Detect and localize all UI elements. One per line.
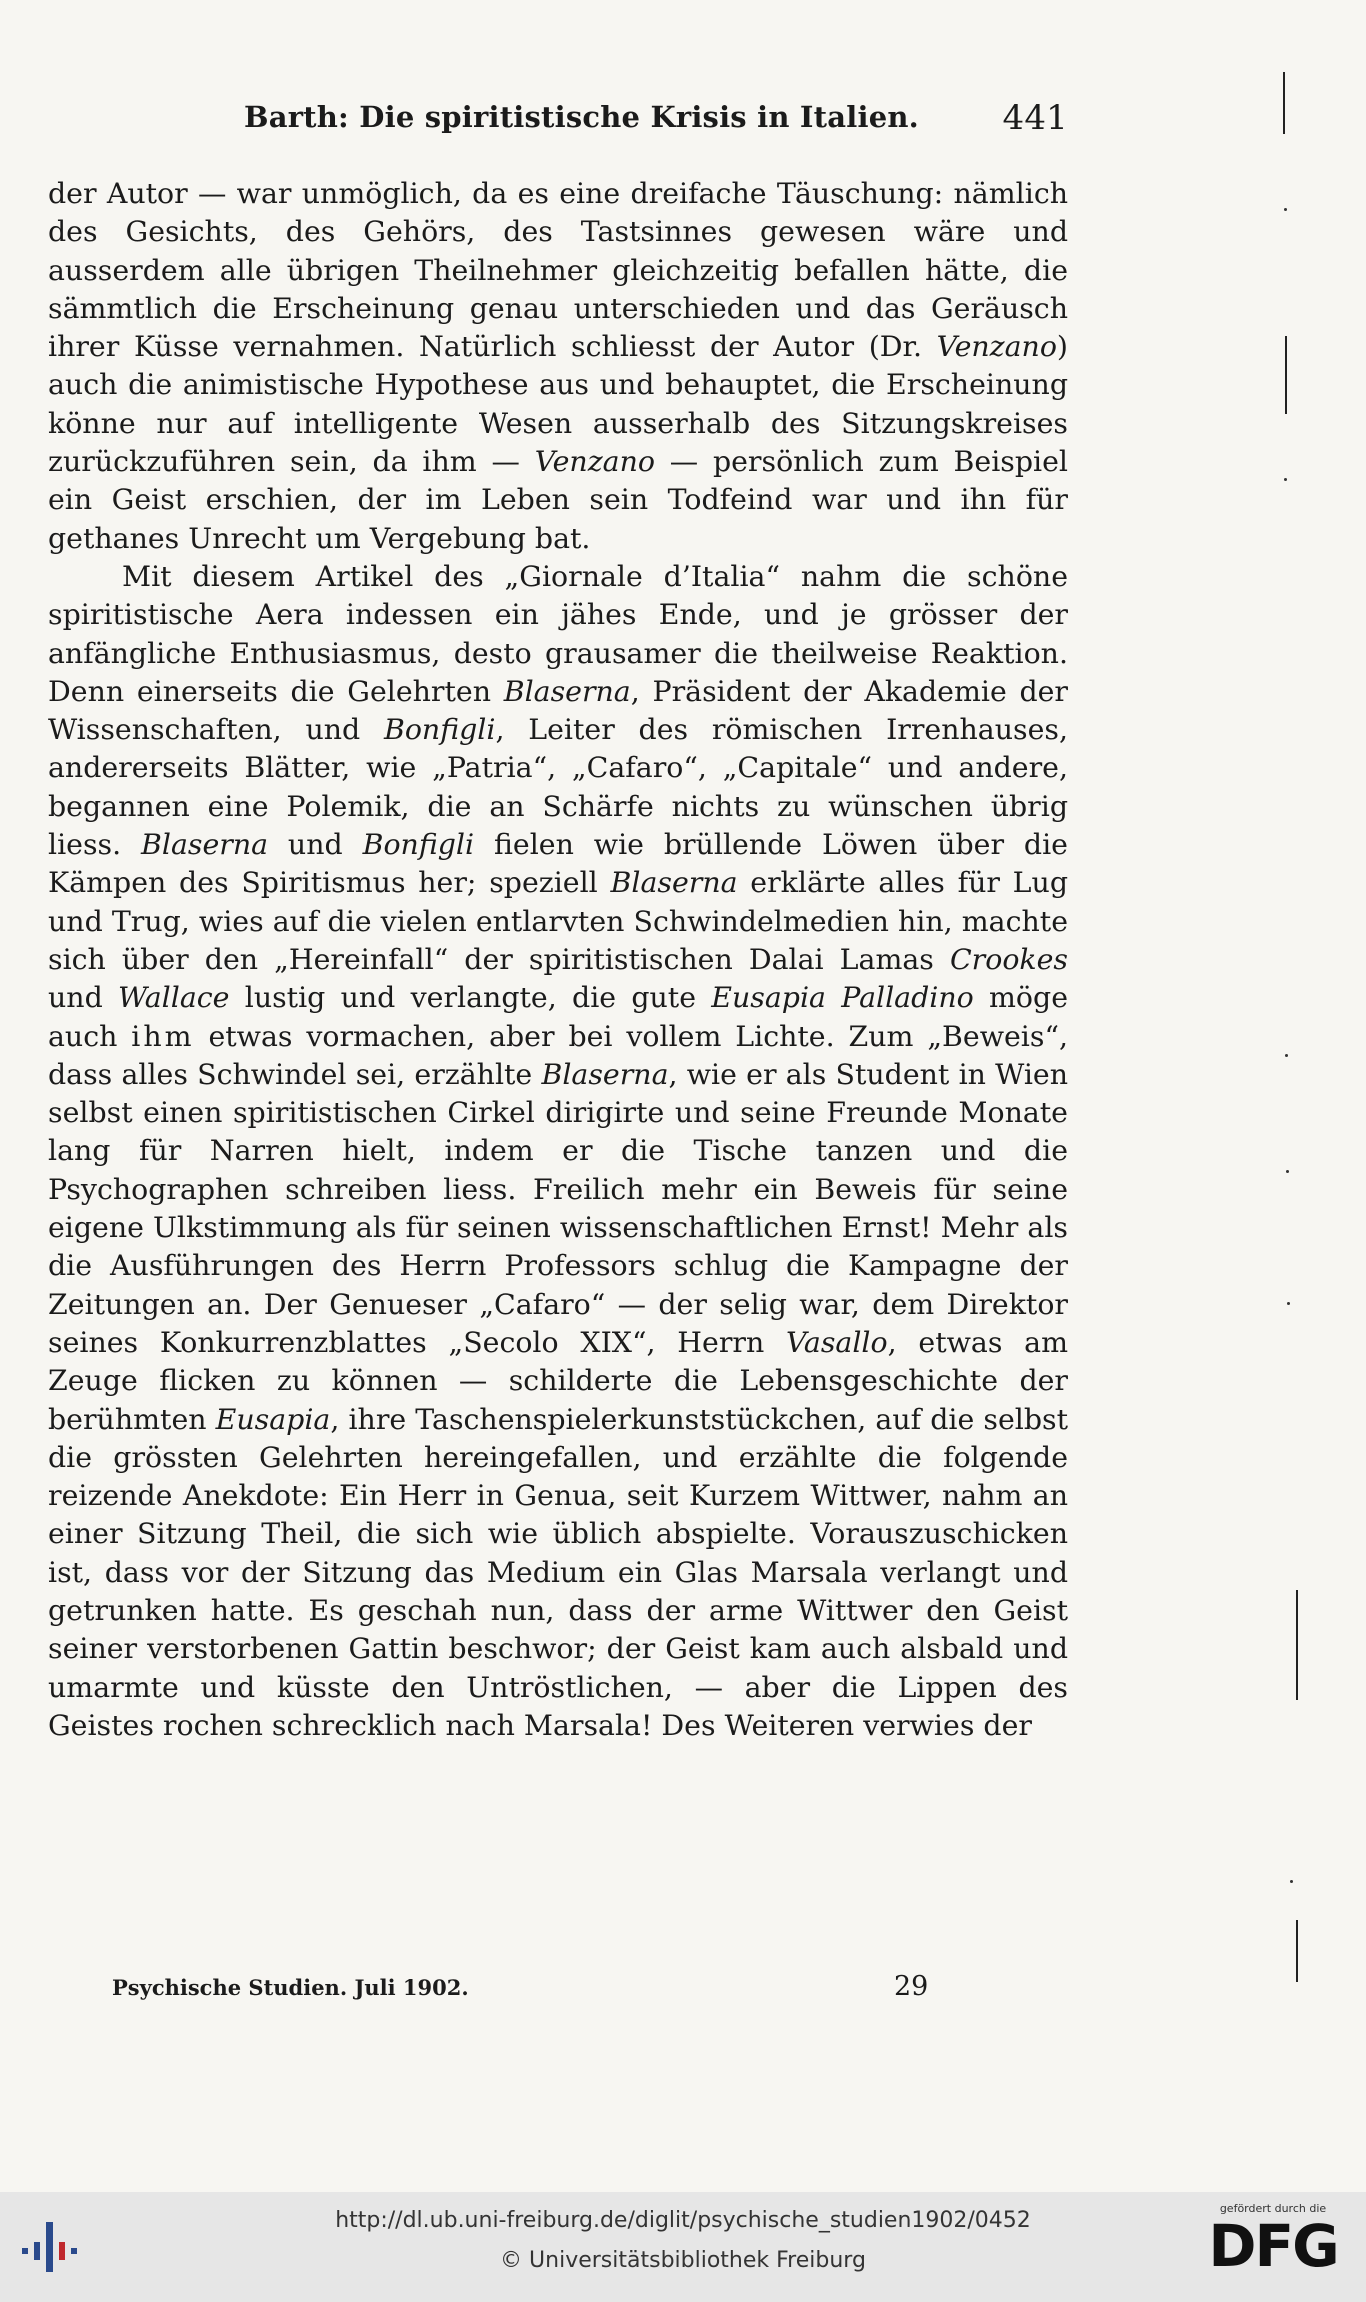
text-run: , wie er als Student in Wien selbst einen spiritistischen Cirkel dirigirte und seine Freunde Monate lang für Narren hielt, indem er die Tische tanzen und die Psychographen schreiben liess. Freilich mehr ein Beweis für seine eigene Ulkstimmung als für seinen wissenschaftlichen Ernst! Mehr als die Ausführungen des Herrn Professors schlug die Kampagne der Zeitungen an. Der Genueser „Cafaro“ — der selig war, dem Direktor seines Konkurrenzblattes „Secolo XIX“, Herrn: [48, 1057, 1068, 1359]
scan-edge-mark: [1283, 72, 1285, 134]
text-run: lustig und verlangte, die gute: [229, 981, 712, 1015]
text-run: , Präsident der Akademie der Wissenschaften, und: [48, 674, 1068, 747]
text-run: , Leiter des römischen Irrenhauses, andererseits Blätter, wie „Patria“, „Cafaro“, „Capitale“ und andere, begannen eine Polemik, die an Schärfe nichts zu wünschen übrig liess.: [48, 713, 1068, 862]
italic-name: Blaserna: [541, 1057, 669, 1091]
scan-edge-dot: [1284, 208, 1287, 211]
italic-name: Venzano: [534, 445, 655, 479]
scan-edge-mark: [1285, 336, 1287, 414]
italic-name: Eusapia: [215, 1402, 331, 1436]
italic-name: Bonfigli: [383, 713, 496, 747]
italic-name: Wallace: [118, 981, 230, 1015]
scan-edge-dot: [1285, 1054, 1288, 1057]
italic-name: Blaserna: [610, 866, 738, 900]
paragraph: [48, 175, 1068, 558]
scan-edge-dot: [1286, 1170, 1289, 1173]
text-run: und: [48, 981, 119, 1015]
text-run: , ihre Taschenspielerkunststückchen, auf die selbst die grössten Gelehrten hereingefallen, und erzählte die folgende reizende Anekdote: Ein Herr in Genua, seit Kurzem Wittwer, nahm an einer Sitzung Theil, die sich wie üblich abspielte. Vorauszuschicken ist, dass vor der Sitzung das Medium ein Glas Marsala verlangt und getrunken hatte. Es geschah nun, dass der arme Wittwer den Geist seiner verstorbenen Gattin beschwor; der Geist kam auch alsbald und umarmte und küsste den Untröstlichen, — aber die Lippen des Geistes rochen schrecklich nach Marsala! Des Weiteren verwies der: [48, 1402, 1068, 1742]
spaced-emphasis: ihm: [131, 1019, 195, 1053]
scan-edge-mark: [1296, 1920, 1298, 1982]
sponsor-caption: gefördert durch die: [1219, 2202, 1327, 2215]
page-footer: [112, 1971, 932, 2002]
footer-journal: Psychische Studien. Juli 1902.: [112, 1975, 469, 2000]
paragraph: [48, 558, 1068, 1745]
dfg-wordmark: DFG: [1208, 2212, 1338, 2280]
italic-name: Crookes: [949, 942, 1068, 976]
italic-name: Blaserna: [141, 828, 269, 862]
italic-name: Vasallo: [786, 1325, 888, 1359]
text-run: Mit diesem Artikel des „Giornale d’Italia“ nahm die schöne spiritistische Aera indessen ein jähes Ende, und je grösser der anfängliche Enthusiasmus, desto grausamer die theilweise Reaktion. Denn einerseits die Gelehrten: [48, 559, 1068, 708]
text-run: , etwas am Zeuge flicken zu können — schilderte die Lebensgeschichte der berühmten: [48, 1325, 1068, 1436]
text-run: fielen wie brüllende Löwen über die Kämpen des Spiritismus her; speziell: [48, 828, 1068, 900]
running-title: Barth: Die spiritistische Krisis in Italien.: [244, 100, 919, 134]
article-body: [48, 175, 1068, 1745]
text-run: möge auch: [48, 981, 1068, 1053]
page-number: 441: [1002, 98, 1068, 138]
text-run: — persönlich zum Beispiel ein Geist erschien, der im Leben sein Todfeind war und ihn für gethanes Unrecht um Vergebung bat.: [48, 445, 1069, 555]
scan-edge-mark: [1296, 1590, 1298, 1700]
italic-name: Eusapia Palladino: [711, 981, 974, 1015]
copyright-text: © Universitätsbibliothek Freiburg: [500, 2248, 866, 2273]
scan-edge-dot: [1284, 478, 1287, 481]
text-run: etwas vormachen, aber bei vollem Lichte. Zum „Beweis“, dass alles Schwindel sei, erzählte: [48, 1019, 1068, 1091]
dfg-sponsor-logo: [1198, 2202, 1348, 2292]
text-run: erklärte alles für Lug und Trug, wies auf die vielen entlarvten Schwindelmedien hin, machte sich über den „Hereinfall“ der spiritistischen Dalai Lamas: [48, 866, 1068, 976]
text-run: der Autor — war unmöglich, da es eine dreifache Täuschung: nämlich des Gesichts, des Gehörs, des Tastsinnes gewesen wäre und ausserdem alle übrigen Theilnehmer gleichzeitig befallen hätte, die sämmtlich die Erscheinung genau unterschieden und das Geräusch ihrer Küsse vernahmen. Natürlich schliesst der Autor (Dr.: [48, 177, 1068, 364]
italic-name: Venzano: [936, 330, 1057, 364]
scan-edge-dot: [1290, 1880, 1293, 1883]
footer-signature: 29: [894, 1971, 929, 2002]
italic-name: Blaserna: [503, 674, 631, 708]
scan-edge-dot: [1287, 1302, 1290, 1305]
document-url[interactable]: http://dl.ub.uni-freiburg.de/diglit/psychische_studien1902/0452: [335, 2208, 1031, 2233]
text-run: und: [268, 828, 363, 862]
viewer-footer-bar: [0, 2192, 1366, 2302]
italic-name: Bonfigli: [362, 828, 475, 862]
text-run: ) auch die animistische Hypothese aus und behauptet, die Erscheinung könne nur auf intelligente Wesen ausserhalb des Sitzungskreises zurückzuführen sein, da ihm —: [48, 330, 1068, 479]
